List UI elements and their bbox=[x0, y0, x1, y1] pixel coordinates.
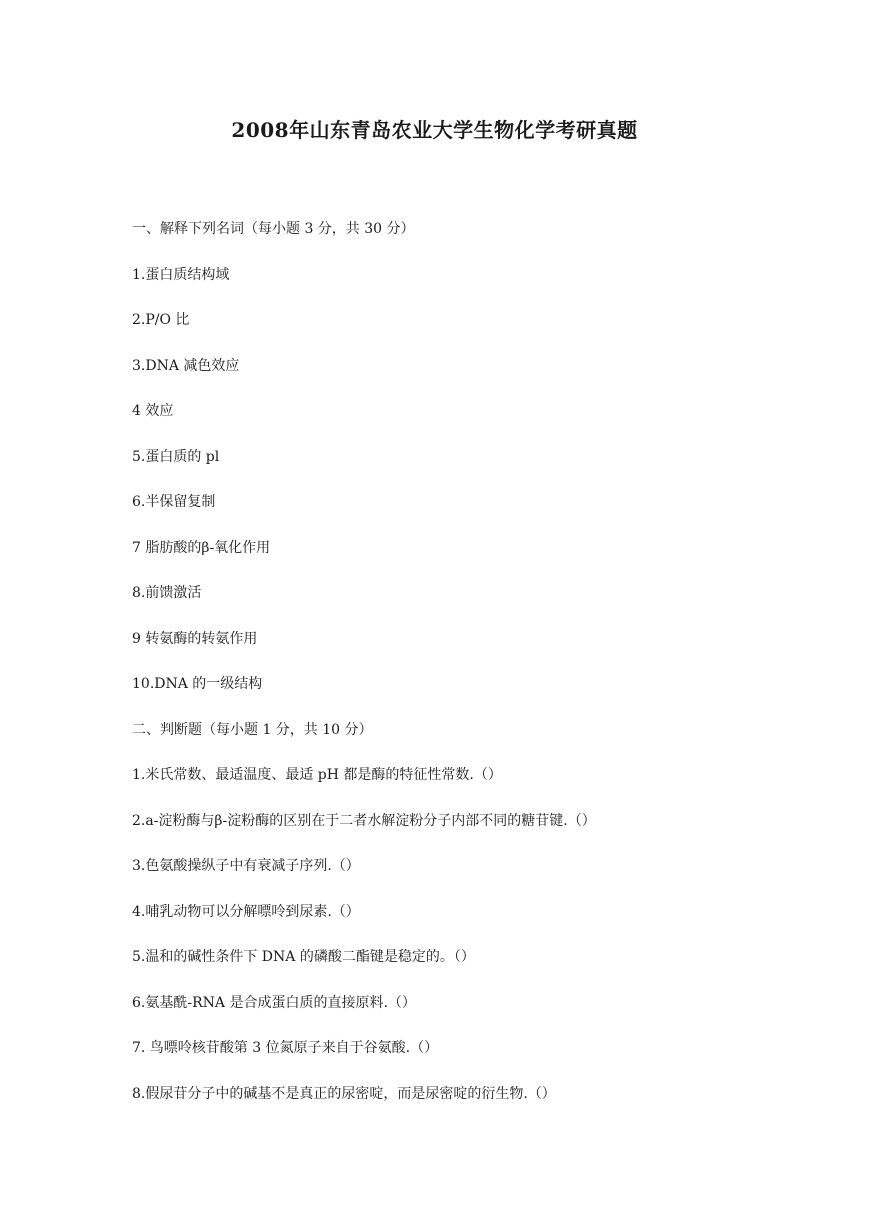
term-item-5: 5.蛋白质的 pl bbox=[132, 449, 220, 465]
judge-item-4: 4.哺乳动物可以分解嘌呤到尿素.（） bbox=[132, 904, 360, 920]
section-1-heading: 一、解释下列名词（每小题 3 分，共 30 分） bbox=[132, 221, 415, 237]
judge-item-3: 3.色氨酸操纵子中有衰减子序列.（） bbox=[132, 858, 360, 874]
judge-item-2: 2.a-淀粉酶与β-淀粉酶的区别在于二者水解淀粉分子内部不同的糖苷键.（） bbox=[132, 813, 596, 829]
term-item-4: 4 效应 bbox=[132, 403, 174, 419]
page-title: 2008年山东青岛农业大学生物化学考研真题 bbox=[231, 118, 638, 142]
judge-item-8: 8.假尿苷分子中的碱基不是真正的尿密啶，而是尿密啶的衍生物.（） bbox=[132, 1086, 556, 1102]
term-item-6: 6.半保留复制 bbox=[132, 494, 216, 510]
term-item-10: 10.DNA 的一级结构 bbox=[132, 676, 263, 692]
term-item-7: 7 脂肪酸的β-氧化作用 bbox=[132, 540, 271, 556]
term-item-8: 8.前馈激活 bbox=[132, 585, 202, 601]
term-item-9: 9 转氨酶的转氨作用 bbox=[132, 631, 258, 647]
term-item-2: 2.P/O 比 bbox=[132, 312, 190, 328]
judge-item-5: 5.温和的碱性条件下 DNA 的磷酸二酯键是稳定的。（） bbox=[132, 949, 475, 965]
judge-item-6: 6.氨基酰-RNA 是合成蛋白质的直接原料.（） bbox=[132, 995, 416, 1011]
judge-item-7: 7. 鸟嘌呤核苷酸第 3 位氮原子来自于谷氨酸.（） bbox=[132, 1040, 439, 1056]
term-item-3: 3.DNA 减色效应 bbox=[132, 358, 240, 374]
section-2-heading: 二、判断题（每小题 1 分，共 10 分） bbox=[132, 722, 373, 738]
term-item-1: 1.蛋白质结构域 bbox=[132, 267, 230, 283]
judge-item-1: 1.米氏常数、最适温度、最适 pH 都是酶的特征性常数.（） bbox=[132, 767, 502, 783]
